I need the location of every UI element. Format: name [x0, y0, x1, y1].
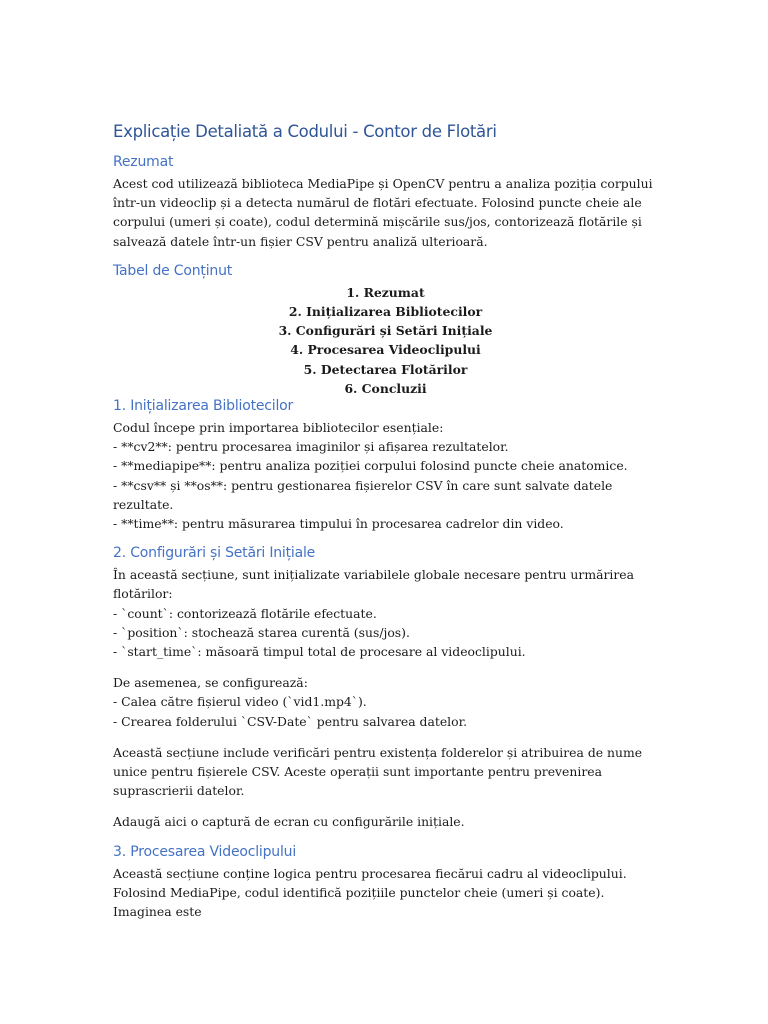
section2-para3: Această secțiune include verificări pentru existența folderelor și atribuirea de nume unice pentru fișierele CSV. Aceste operații sunt importante pentru prevenirea suprascrierii datelor.: [113, 744, 647, 799]
section2-line: - `position`: stochează starea curentă (sus/jos).: [113, 624, 410, 640]
section3-heading: 3. Procesarea Videoclipului: [113, 843, 297, 860]
section2-line: În această secțiune, sunt inițializate variabilele globale necesare pentru urmărirea flotărilor:: [113, 567, 638, 602]
section2-line: - Calea către fișierul video (`vid1.mp4`).: [113, 694, 367, 710]
toc-heading: Tabel de Conținut: [113, 262, 233, 279]
toc-item: 4. Procesarea Videoclipului: [290, 342, 481, 358]
section2-line: De asemenea, se configurează:: [113, 675, 308, 691]
toc-item: 2. Inițializarea Bibliotecilor: [288, 304, 483, 320]
toc-item: 1. Rezumat: [346, 284, 425, 300]
section1-line: Codul începe prin importarea bibliotecilor esențiale:: [113, 420, 444, 436]
section1-heading: 1. Inițializarea Bibliotecilor: [113, 398, 294, 415]
section1-line: - **time**: pentru măsurarea timpului în procesarea cadrelor din video.: [113, 516, 564, 532]
document-title: Explicație Detaliată a Codului - Contor de Flotări: [113, 122, 497, 141]
summary-text: Acest cod utilizează biblioteca MediaPipe și OpenCV pentru a analiza poziția corpului într-un videoclip și a detecta numărul de flotări efectuate. Folosind puncte cheie ale corpului (umeri și coate), codul determină mișcările sus/jos, contorizează flotările și salvează datele într-un fișier CSV pentru analiză ulterioară.: [113, 176, 657, 249]
section2-heading: 2. Configurări și Setări Inițiale: [113, 545, 316, 562]
section3-text: Această secțiune conține logica pentru procesarea fiecărui cadru al videoclipului. Folosind MediaPipe, codul identifică pozițiile punctelor cheie (umeri și coate). Imaginea este: [113, 865, 631, 920]
toc-item: 5. Detectarea Flotărilor: [303, 361, 468, 377]
section1-line: - **cv2**: pentru procesarea imaginilor și afișarea rezultatelor.: [113, 439, 509, 455]
section1-line: - **csv** și **os**: pentru gestionarea fișierelor CSV în care sunt salvate datele rezultate.: [113, 477, 617, 512]
summary-heading: Rezumat: [113, 154, 174, 170]
section1-body: [113, 418, 658, 533]
section2-line: - Crearea folderului `CSV-Date` pentru salvarea datelor.: [113, 713, 468, 729]
section2-line: - `count`: contorizează flotările efectuate.: [113, 605, 377, 621]
table-of-contents: [113, 283, 658, 398]
section2-para4: Adaugă aici o captură de ecran cu configurările inițiale.: [113, 814, 465, 830]
toc-item: 3. Configurări și Setări Inițiale: [278, 323, 493, 339]
toc-item: 6. Concluzii: [344, 380, 427, 396]
section1-line: - **mediapipe**: pentru analiza poziției corpului folosind puncte cheie anatomice.: [113, 458, 628, 474]
document-page: [113, 122, 658, 921]
section2-line: - `start_time`: măsoară timpul total de procesare al videoclipului.: [113, 644, 526, 660]
section2-para1: [113, 565, 658, 661]
section2-para2: [113, 673, 658, 731]
